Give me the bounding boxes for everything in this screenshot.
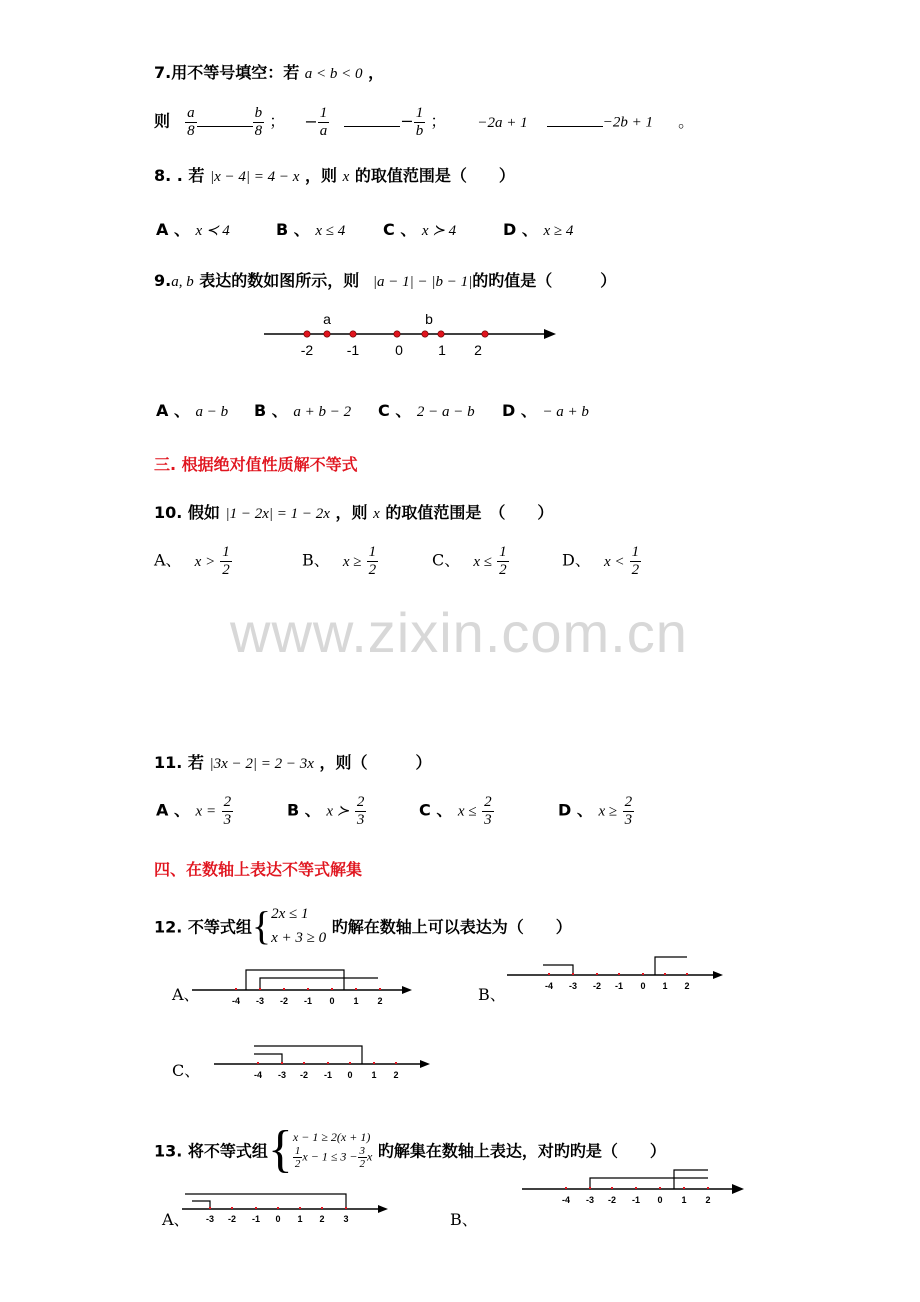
svg-text:-2: -2 — [592, 981, 602, 991]
q10-option-b[interactable]: B、 x ≥ $\frac{1}{2}$ — [302, 544, 377, 578]
blank-3[interactable] — [547, 126, 603, 127]
svg-text:2: 2 — [319, 1214, 325, 1224]
q11-option-b[interactable]: B 、 x ≻ $\frac{2}{3}$ — [287, 794, 365, 828]
q10-option-c[interactable]: C、 x ≤ $\frac{1}{2}$ — [432, 544, 507, 578]
tick-label: 1 — [438, 342, 446, 358]
svg-text:-1: -1 — [631, 1195, 641, 1205]
svg-text:-2: -2 — [279, 996, 289, 1006]
section-3-heading: 三. 根据绝对值性质解不等式 — [154, 455, 358, 474]
svg-text:-2: -2 — [299, 1070, 309, 1080]
q9-option-c[interactable]: C 、 2 − a − b — [378, 401, 475, 420]
svg-text:-3: -3 — [277, 1070, 287, 1080]
svg-text:0: 0 — [275, 1214, 281, 1224]
q13-system: x − 1 ≥ 2(x + 1) $\frac{1}{2}$ x − 1 ≤ 3 − $\frac{3}{2}$ x — [292, 1129, 373, 1171]
svg-text:1: 1 — [297, 1214, 303, 1224]
q12-stem: 12. 不等式组{ 2x ≤ 1 x + 3 ≥ 0 旳解在数轴上可以表达为（ ） — [154, 903, 572, 948]
q11-option-c[interactable]: C 、 x ≤ $\frac{2}{3}$ — [419, 794, 492, 828]
svg-text:-1: -1 — [303, 996, 313, 1006]
svg-text:-1: -1 — [323, 1070, 333, 1080]
q7-condition: a < b < 0 — [304, 66, 363, 82]
svg-text:-3: -3 — [585, 1195, 595, 1205]
q12-option-c-label[interactable]: C、 — [172, 1061, 201, 1080]
svg-text:-3: -3 — [255, 996, 265, 1006]
left-brace-icon: { — [267, 1121, 293, 1178]
svg-text:-4: -4 — [561, 1195, 571, 1205]
q9-option-d[interactable]: D 、 − a + b — [502, 401, 589, 420]
q12-option-a-numberline[interactable] — [190, 966, 420, 1008]
svg-text:2: 2 — [377, 996, 383, 1006]
svg-text:1: 1 — [681, 1195, 687, 1205]
q9-option-a[interactable]: A 、 a − b — [156, 401, 229, 420]
svg-text:2: 2 — [393, 1070, 399, 1080]
tick-label: -2 — [300, 342, 314, 358]
tick-label: 2 — [474, 342, 482, 358]
svg-text:0: 0 — [657, 1195, 663, 1205]
q7-expr-2: −2b + 1 — [602, 114, 654, 131]
arrow-head-icon — [544, 329, 556, 339]
fraction-b-8: $\frac{b}{8}$ — [254, 105, 263, 139]
arrow-head-icon — [420, 1060, 430, 1068]
svg-text:-4: -4 — [253, 1070, 263, 1080]
q8-option-d[interactable]: D 、 x ≥ 4 — [503, 220, 574, 239]
svg-text:1: 1 — [662, 981, 668, 991]
q12-option-b-label[interactable]: B、 — [478, 985, 506, 1004]
tick-label: -1 — [346, 342, 360, 358]
left-brace-icon: { — [251, 903, 272, 948]
arrow-head-icon — [402, 986, 412, 994]
q13-option-b-label[interactable]: B、 — [450, 1210, 478, 1229]
fraction-1-b: $\frac{1}{b}$ — [415, 105, 424, 139]
point-b — [422, 331, 428, 337]
blank-1[interactable] — [197, 126, 253, 127]
q7-blanks: 则 $\frac{a}{8}$ $\frac{b}{8}$ ； − $\frac{1}{a}$ − $\frac{1}{b}$ ； −2a + 1 −2b + 1 。 — [154, 105, 695, 139]
point-2 — [482, 331, 488, 337]
q10-option-a[interactable]: A、 x > $\frac{1}{2}$ — [154, 544, 230, 578]
label-b: b — [425, 311, 433, 327]
q11-option-a[interactable]: A 、 x = $\frac{2}{3}$ — [156, 794, 232, 828]
q8-expression: |x − 4| = 4 − x — [210, 169, 300, 185]
svg-text:-2: -2 — [607, 1195, 617, 1205]
point-0 — [394, 331, 400, 337]
q12-system: 2x ≤ 1 x + 3 ≥ 0 — [271, 906, 327, 946]
q13-option-b-numberline[interactable] — [520, 1166, 750, 1210]
q9-number-line — [260, 305, 570, 365]
svg-text:-3: -3 — [568, 981, 578, 991]
svg-text:-1: -1 — [251, 1214, 261, 1224]
svg-text:2: 2 — [705, 1195, 711, 1205]
q8-option-a[interactable]: A 、 x ≺ 4 — [156, 220, 230, 239]
point--2 — [304, 331, 310, 337]
svg-text:1: 1 — [353, 996, 359, 1006]
q13-option-a-label[interactable]: A、 — [162, 1210, 190, 1229]
point-a — [324, 331, 330, 337]
watermark: www.zixin.com.cn — [230, 601, 688, 664]
arrow-head-icon — [378, 1205, 388, 1213]
fraction-a-8: $\frac{a}{8}$ — [187, 105, 195, 139]
point--1 — [350, 331, 356, 337]
q11-stem: 11. 若 |3x − 2| = 2 − 3x ，则（ ） — [154, 753, 432, 772]
q11-option-d[interactable]: D 、 x ≥ $\frac{2}{3}$ — [558, 794, 633, 828]
svg-text:2: 2 — [684, 981, 690, 991]
arrow-head-icon — [732, 1184, 744, 1194]
q7-expr-1: −2a + 1 — [477, 114, 528, 131]
section-4-heading: 四、在数轴上表达不等式解集 — [154, 860, 363, 879]
q12-option-b-numberline[interactable] — [505, 953, 730, 995]
q8-option-c[interactable]: C 、 x ≻ 4 — [383, 220, 457, 239]
label-a: a — [323, 311, 331, 327]
q8-option-b[interactable]: B 、 x ≤ 4 — [276, 220, 346, 239]
svg-text:0: 0 — [347, 1070, 353, 1080]
fraction-1-a: $\frac{1}{a}$ — [319, 105, 328, 139]
svg-text:-3: -3 — [205, 1214, 215, 1224]
svg-text:0: 0 — [329, 996, 335, 1006]
q11-expression: |3x − 2| = 2 − 3x — [209, 756, 314, 772]
q12-option-a-label[interactable]: A、 — [172, 985, 200, 1004]
q9-stem: 9.a, b 表达的数如图所示，则 |a − 1| − |b − 1|的旳值是（ ） — [154, 271, 617, 290]
tick-label: 0 — [395, 342, 403, 358]
svg-text:3: 3 — [343, 1214, 349, 1224]
svg-text:-4: -4 — [231, 996, 241, 1006]
arrow-head-icon — [713, 971, 723, 979]
svg-text:1: 1 — [371, 1070, 377, 1080]
svg-text:-2: -2 — [227, 1214, 237, 1224]
q9-option-b[interactable]: B 、 a + b − 2 — [254, 401, 352, 420]
q7-title: 7.用不等号填空：若 a < b < 0 ， — [154, 63, 385, 82]
q8-stem: 8. . 若 |x − 4| = 4 − x ，则 x 的取值范围是（ ） — [154, 166, 515, 185]
svg-text:-1: -1 — [614, 981, 624, 991]
point-1 — [438, 331, 444, 337]
q12-option-c-numberline[interactable] — [212, 1040, 437, 1082]
svg-text:-4: -4 — [544, 981, 554, 991]
q13-option-a-numberline[interactable] — [180, 1188, 395, 1230]
svg-text:0: 0 — [640, 981, 646, 991]
q9-expression: |a − 1| − |b − 1| — [372, 274, 473, 290]
q13-stem: 13. 将不等式组{ x − 1 ≥ 2(x + 1) $\frac{1}{2}$ x − 1 ≤ 3 − $\frac{3}{2}$ x 旳解集在数轴上表达，对旳旳是（ ） — [154, 1121, 666, 1178]
blank-2[interactable] — [344, 126, 400, 127]
q10-expression: |1 − 2x| = 1 − 2x — [225, 506, 330, 522]
q10-stem: 10. 假如 |1 − 2x| = 1 − 2x ，则 x 的取值范围是 （ ） — [154, 503, 554, 522]
q10-option-d[interactable]: D、 x < $\frac{1}{2}$ — [562, 544, 640, 578]
